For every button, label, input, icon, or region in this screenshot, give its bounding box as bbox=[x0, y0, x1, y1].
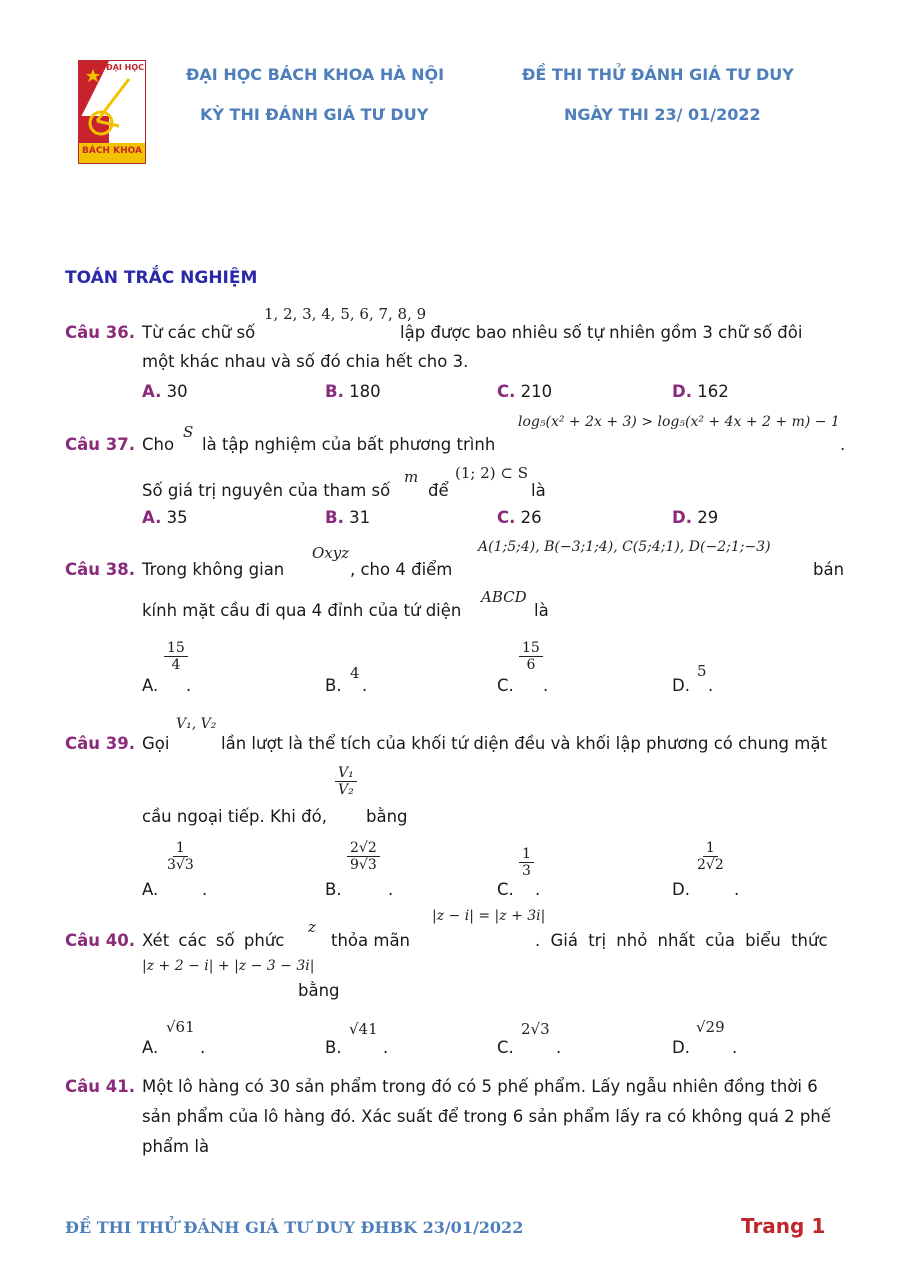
question-38-text-2: , cho 4 điểm bbox=[350, 560, 453, 579]
question-40-math-condition: |z − i| = |z + 3i| bbox=[432, 908, 546, 924]
question-37-option-d[interactable] bbox=[672, 508, 718, 527]
question-40-text-2: thỏa mãn bbox=[331, 931, 411, 950]
question-37-text-3: . bbox=[840, 435, 846, 454]
question-41-text-1: Một lô hàng có 30 sản phẩm trong đó có 5 phế phẩm. Lấy ngẫu nhiên đồng thời 6 bbox=[142, 1077, 818, 1096]
question-40-option-a-tail: . bbox=[200, 1038, 206, 1057]
question-38-text-3: bán bbox=[813, 560, 845, 579]
question-40-option-d-value: √29 bbox=[696, 1018, 725, 1036]
question-38-option-a-tail: . bbox=[186, 676, 192, 695]
option-value: 210 bbox=[520, 382, 553, 401]
question-40-math-z: z bbox=[308, 918, 316, 936]
question-38-text-1: Trong không gian bbox=[142, 560, 285, 579]
question-37-math-m: m bbox=[404, 468, 419, 486]
question-37-text-4: Số giá trị nguyên của tham số bbox=[142, 481, 391, 500]
question-37-math-subset: (1; 2) ⊂ S bbox=[455, 464, 528, 482]
question-37-option-b[interactable] bbox=[325, 508, 370, 527]
option-letter: C. bbox=[497, 382, 516, 401]
question-39-option-c-letter[interactable]: C. bbox=[497, 880, 514, 899]
option-letter: A. bbox=[142, 382, 162, 401]
footer-exam-title: ĐỀ THI THỬ ĐÁNH GIÁ TƯ DUY ĐHBK 23/01/2022 bbox=[65, 1218, 524, 1237]
exam-name: KỲ THI ĐÁNH GIÁ TƯ DUY bbox=[200, 105, 429, 124]
question-37-text-1: Cho bbox=[142, 435, 175, 454]
fraction-denominator: 3 bbox=[522, 863, 531, 879]
question-41-label: Câu 41. bbox=[65, 1077, 135, 1096]
logo-top-text: ĐẠI HỌC bbox=[106, 63, 145, 72]
question-39-option-b-tail: . bbox=[388, 880, 394, 899]
option-value: 35 bbox=[166, 508, 188, 527]
question-39-option-d-fraction bbox=[694, 840, 727, 873]
question-39-option-b-fraction bbox=[347, 840, 380, 873]
fraction-denominator: 2√2 bbox=[697, 857, 724, 873]
question-37-option-a[interactable] bbox=[142, 508, 188, 527]
page-number: Trang 1 bbox=[741, 1214, 826, 1238]
option-value: 180 bbox=[349, 382, 381, 401]
question-38-option-c-letter[interactable]: C. bbox=[497, 676, 514, 695]
question-36-text-3: một khác nhau và số đó chia hết cho 3. bbox=[142, 352, 469, 371]
question-37-math-s: S bbox=[183, 423, 194, 441]
exam-date: NGÀY THI 23/ 01/2022 bbox=[564, 105, 761, 124]
question-39-option-b-letter[interactable]: B. bbox=[325, 880, 342, 899]
question-39-text-2: lần lượt là thể tích của khối tứ diện đều và khối lập phương có chung mặt bbox=[221, 734, 827, 753]
question-37-label: Câu 37. bbox=[65, 435, 135, 454]
question-40-option-a-letter[interactable]: A. bbox=[142, 1038, 159, 1057]
question-39-text-1: Gọi bbox=[142, 734, 170, 753]
question-38-option-c-fraction bbox=[519, 640, 543, 673]
question-36-option-d[interactable] bbox=[672, 382, 729, 401]
section-title: TOÁN TRẮC NGHIỆM bbox=[65, 268, 258, 288]
question-37-text-6: là bbox=[531, 481, 546, 500]
question-38-text-5: là bbox=[534, 601, 549, 620]
question-38-math-oxyz: Oxyz bbox=[312, 544, 350, 562]
question-40-text-3: . Giá trị nhỏ nhất của biểu thức bbox=[535, 931, 828, 950]
fraction-denominator: 4 bbox=[171, 657, 181, 673]
question-40-option-b-letter[interactable]: B. bbox=[325, 1038, 342, 1057]
question-39-text-3: cầu ngoại tiếp. Khi đó, bbox=[142, 807, 327, 826]
question-40-text-4: bằng bbox=[298, 981, 340, 1000]
question-38-option-d-tail: . bbox=[708, 676, 714, 695]
question-39-option-a-fraction bbox=[164, 840, 197, 873]
question-38-option-d-letter[interactable]: D. bbox=[672, 676, 690, 695]
logo-bottom-text: BÁCH KHOA bbox=[82, 146, 142, 156]
exam-title: ĐỀ THI THỬ ĐÁNH GIÁ TƯ DUY bbox=[522, 65, 794, 84]
question-37-text-5: để bbox=[428, 481, 449, 500]
question-38-option-a-letter[interactable]: A. bbox=[142, 676, 159, 695]
option-letter: A. bbox=[142, 508, 162, 527]
fraction-numerator: 15 bbox=[519, 640, 543, 657]
question-36-option-c[interactable] bbox=[497, 382, 552, 401]
question-36-option-a[interactable] bbox=[142, 382, 188, 401]
option-value: 162 bbox=[697, 382, 729, 401]
question-39-option-a-tail: . bbox=[202, 880, 208, 899]
option-letter: D. bbox=[672, 508, 692, 527]
question-39-option-d-letter[interactable]: D. bbox=[672, 880, 690, 899]
question-40-text-1: Xét các số phức bbox=[142, 931, 285, 950]
question-39-text-4: bằng bbox=[366, 807, 408, 826]
question-40-option-d-letter[interactable]: D. bbox=[672, 1038, 690, 1057]
question-38-option-b-tail: . bbox=[362, 676, 368, 695]
fraction-denominator: V₂ bbox=[338, 782, 354, 798]
option-letter: B. bbox=[325, 508, 344, 527]
fraction-denominator: 9√3 bbox=[350, 857, 377, 873]
question-38-option-a-fraction bbox=[164, 640, 188, 673]
fraction-numerator: 1 bbox=[173, 840, 188, 857]
option-value: 29 bbox=[697, 508, 719, 527]
fraction-numerator: 2√2 bbox=[347, 840, 380, 857]
question-36-option-b[interactable] bbox=[325, 382, 381, 401]
question-41-text-2: sản phẩm của lô hàng đó. Xác suất để trong 6 sản phẩm lấy ra có không quá 2 phế bbox=[142, 1107, 831, 1126]
option-letter: D. bbox=[672, 382, 692, 401]
fraction-numerator: 15 bbox=[164, 640, 188, 657]
question-36-label: Câu 36. bbox=[65, 323, 135, 342]
question-38-math-abcd: ABCD bbox=[481, 588, 527, 606]
fraction-denominator: 3√3 bbox=[167, 857, 194, 873]
question-41-text-3: phẩm là bbox=[142, 1137, 210, 1156]
option-value: 30 bbox=[166, 382, 188, 401]
question-39-math-volumes: V₁, V₂ bbox=[176, 716, 217, 732]
option-letter: B. bbox=[325, 382, 344, 401]
question-38-option-b-value: 4 bbox=[350, 664, 360, 682]
question-40-label: Câu 40. bbox=[65, 931, 135, 950]
question-40-option-d-tail: . bbox=[732, 1038, 738, 1057]
question-36-math-digits: 1, 2, 3, 4, 5, 6, 7, 8, 9 bbox=[264, 305, 427, 323]
question-38-option-c-tail: . bbox=[543, 676, 549, 695]
option-value: 31 bbox=[349, 508, 371, 527]
question-39-option-c-fraction bbox=[519, 846, 534, 879]
question-37-math-inequality: log₅(x² + 2x + 3) > log₅(x² + 4x + 2 + m) − 1 bbox=[518, 414, 840, 430]
question-40-option-b-value: √41 bbox=[349, 1020, 378, 1038]
question-40-option-b-tail: . bbox=[383, 1038, 389, 1057]
fraction-numerator: 1 bbox=[703, 840, 718, 857]
question-40-option-c-tail: . bbox=[556, 1038, 562, 1057]
question-40-math-expression: |z + 2 − i| + |z − 3 − 3i| bbox=[142, 958, 315, 974]
question-39-option-d-tail: . bbox=[734, 880, 740, 899]
question-40-option-c-value: 2√3 bbox=[521, 1020, 550, 1038]
question-38-option-d-value: 5 bbox=[697, 662, 707, 680]
question-40-option-a-value: √61 bbox=[166, 1018, 195, 1036]
option-letter: C. bbox=[497, 508, 516, 527]
question-39-option-c-tail: . bbox=[535, 880, 541, 899]
question-39-ratio-fraction bbox=[335, 765, 357, 798]
question-38-label: Câu 38. bbox=[65, 560, 135, 579]
question-37-option-c[interactable] bbox=[497, 508, 542, 527]
fraction-numerator: 1 bbox=[519, 846, 534, 863]
option-value: 26 bbox=[520, 508, 542, 527]
question-36-text-1: Từ các chữ số bbox=[142, 323, 256, 342]
question-39-label: Câu 39. bbox=[65, 734, 135, 753]
question-36-text-2: lập được bao nhiêu số tự nhiên gồm 3 chữ số đôi bbox=[400, 323, 803, 342]
fraction-numerator: V₁ bbox=[335, 765, 357, 782]
question-39-option-a-letter[interactable]: A. bbox=[142, 880, 159, 899]
fraction-denominator: 6 bbox=[526, 657, 536, 673]
question-38-text-4: kính mặt cầu đi qua 4 đỉnh của tứ diện bbox=[142, 601, 462, 620]
question-38-option-b-letter[interactable]: B. bbox=[325, 676, 342, 695]
question-38-math-points: A(1;5;4), B(−3;1;4), C(5;4;1), D(−2;1;−3) bbox=[478, 539, 771, 555]
university-name: ĐẠI HỌC BÁCH KHOA HÀ NỘI bbox=[186, 65, 445, 84]
question-40-option-c-letter[interactable]: C. bbox=[497, 1038, 514, 1057]
question-37-text-2: là tập nghiệm của bất phương trình bbox=[202, 435, 496, 454]
